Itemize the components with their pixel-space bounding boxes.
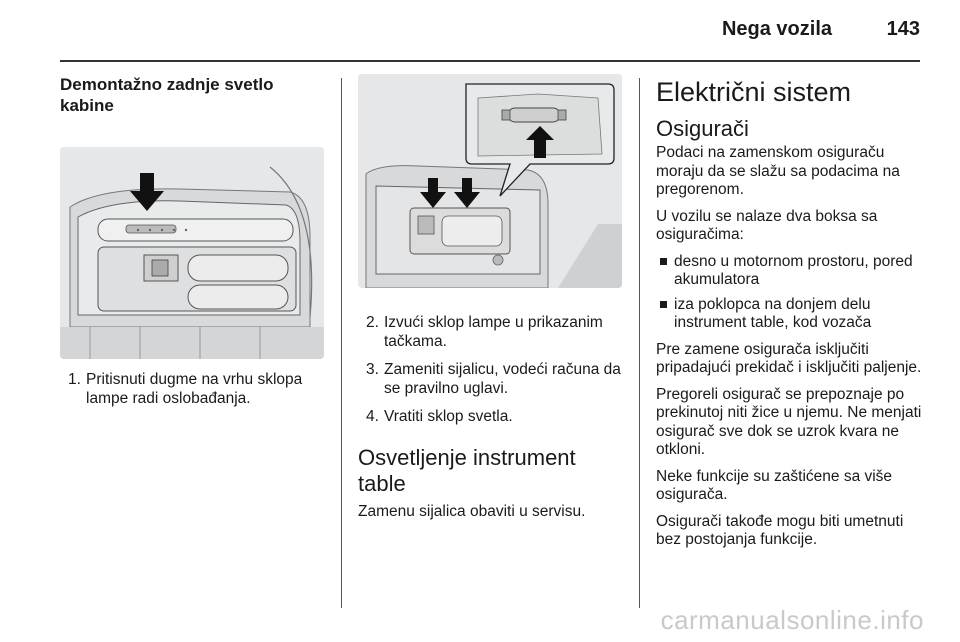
column-3 [656, 76, 926, 558]
steps-list-col1 [60, 371, 326, 408]
paragraph: Pre zamene osigurača isključiti pripadajući prekidač i isključiti paljenje. [656, 340, 922, 376]
page-number: 143 [886, 18, 920, 40]
paragraph: Neke funkcije su zaštićene sa više osigurača. [656, 467, 893, 503]
section-heading: Osvetljenje instrument table [358, 444, 576, 496]
column-1 [60, 74, 326, 418]
subsection-heading: Demontažno zadnje svetlo kabine [60, 75, 274, 115]
running-header-title: Nega vozila [721, 18, 832, 40]
steps-list-col2 [358, 314, 626, 427]
column-divider-2 [639, 78, 640, 608]
column-divider-1 [341, 78, 342, 608]
section-heading: Osigurači [656, 116, 749, 141]
section-text: Zamenu sijalica obaviti u servisu. [358, 502, 586, 520]
list-item: 3. Zameniti sijalicu, vodeći računa da se pravilno uglavi. [366, 361, 621, 397]
column-2 [358, 74, 626, 529]
header-divider [60, 60, 920, 62]
paragraph: Pregoreli osigurač se prepoznaje po prekinutoj niti žice u njemu. Ne menjati osigurač sve dok se uzrok kvara ne otkloni. [656, 385, 922, 458]
bullet-list [656, 253, 926, 333]
cab-lamp-illustration [60, 147, 324, 359]
lamp-removal-illustration [358, 74, 622, 288]
list-item: desno u motornom prostoru, pored akumulatora [656, 253, 926, 290]
paragraph: U vozilu se nalaze dva boksa sa osiguračima: [656, 207, 878, 243]
paragraph: Podaci na zamenskom osiguraču moraju da se slažu sa podacima na pregorenom. [656, 144, 900, 198]
list-item: 2. Izvući sklop lampe u prikazanim tačkama. [366, 314, 603, 350]
watermark-text: carmanualsonline.info [660, 605, 924, 635]
paragraph: Osigurači takođe mogu biti umetnuti bez postojanja funkcije. [656, 512, 904, 548]
list-item: 1. Pritisnuti dugme na vrhu sklopa lampe radi oslobađanja. [68, 371, 303, 407]
list-item: iza poklopca na donjem delu instrument table, kod vozača [656, 296, 926, 333]
page-title: Električni sistem [656, 77, 852, 107]
list-item: 4. Vratiti sklop svetla. [366, 408, 513, 425]
